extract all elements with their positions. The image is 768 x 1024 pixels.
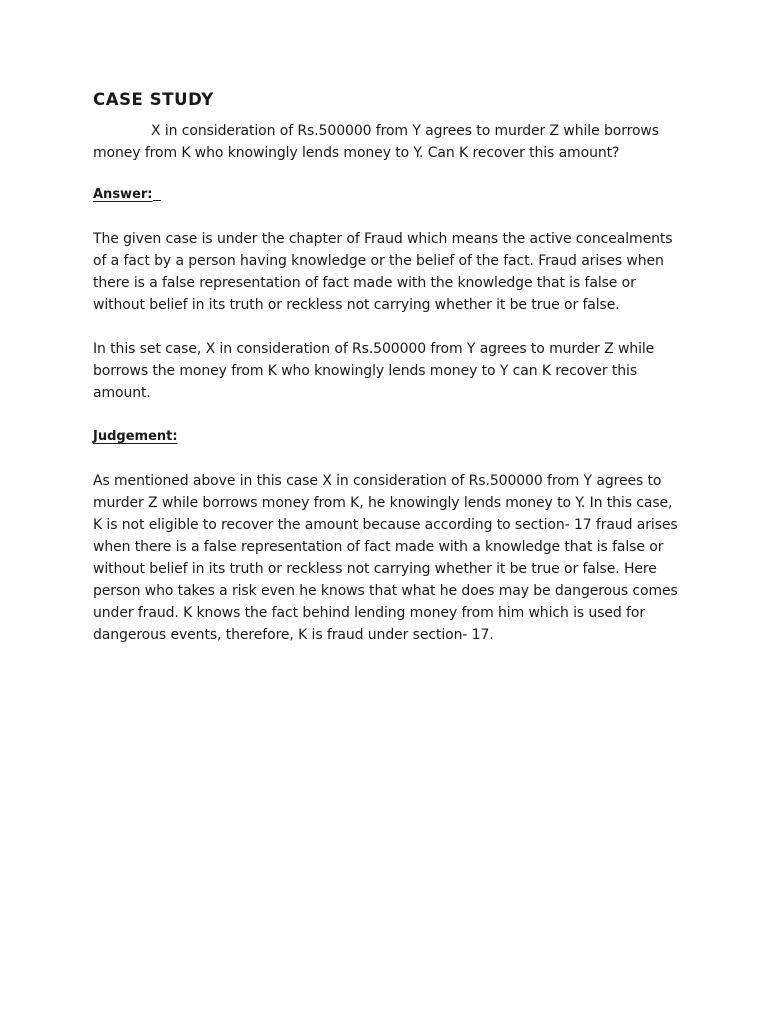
document-body bbox=[93, 88, 683, 646]
answer-paragraph-1: The given case is under the chapter of Fraud which means the active concealments of a fact by a person having knowledge or the belief of the fact. Fraud arises when there is a false representation of fact made with the knowledge that is false or without belief in its truth or reckless not carrying whether it be true or false. bbox=[93, 231, 673, 313]
answer-heading bbox=[93, 184, 683, 206]
answer-heading-label: Answer: bbox=[93, 187, 153, 202]
underline-trail bbox=[153, 200, 161, 201]
spacer bbox=[93, 316, 683, 338]
spacer bbox=[93, 206, 683, 228]
spacer bbox=[93, 448, 683, 470]
question-paragraph: X in consideration of Rs.500000 from Y agrees to murder Z while borrows money from K who knowingly lends money to Y. Can K recover this amount? bbox=[93, 123, 659, 161]
spacer bbox=[93, 164, 683, 184]
spacer bbox=[93, 404, 683, 426]
judgement-heading: Judgement: bbox=[93, 429, 178, 444]
judgement-paragraph: As mentioned above in this case X in consideration of Rs.500000 from Y agrees to murder Z while borrows money from K, he knowingly lends money to Y. In this case, K is not eligible to recover the amount because according to section- 17 fraud arises when there is a false representation of fact made with a knowledge that is false or without belief in its truth or reckless not carrying whether it be true or false. Here person who takes a risk even he knows that what he does may be dangerous comes under fraud. K knows the fact behind lending money from him which is used for dangerous events, therefore, K is fraud under section- 17. bbox=[93, 473, 678, 643]
answer-paragraph-2: In this set case, X in consideration of Rs.500000 from Y agrees to murder Z while borrows the money from K who knowingly lends money to Y can K recover this amount. bbox=[93, 341, 655, 401]
page-title: CASE STUDY bbox=[93, 90, 214, 109]
